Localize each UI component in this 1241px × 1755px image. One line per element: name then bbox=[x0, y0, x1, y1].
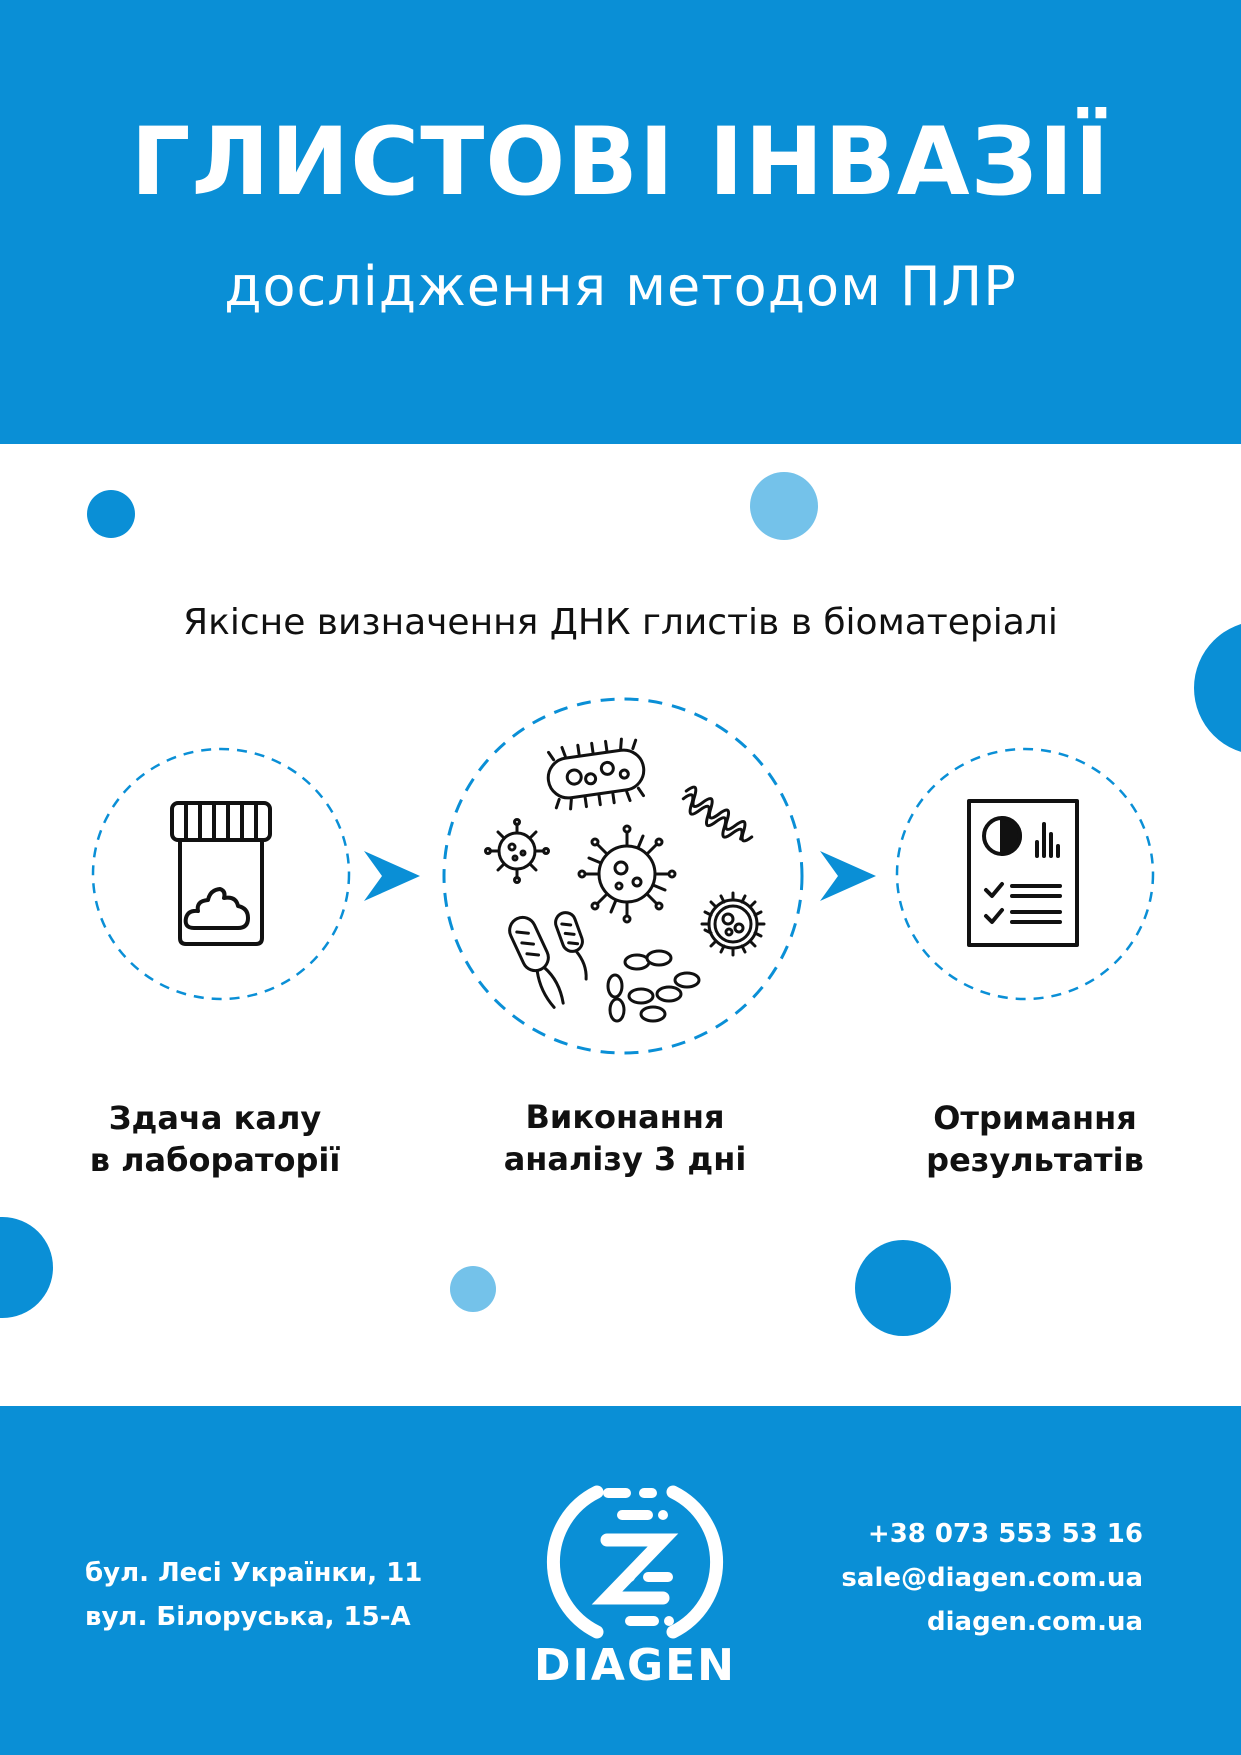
diagen-logo-icon bbox=[535, 1476, 735, 1646]
decor-dot bbox=[450, 1266, 496, 1312]
footer bbox=[0, 1406, 1241, 1755]
page-subtitle: дослідження методом ПЛР bbox=[224, 255, 1017, 318]
stool-sample-jar-icon bbox=[172, 803, 270, 944]
report-document-icon bbox=[969, 801, 1077, 945]
step-2-circle bbox=[441, 696, 805, 1056]
logo-text: DIAGEN bbox=[534, 1640, 736, 1691]
arrow-right-icon bbox=[362, 849, 422, 903]
website-link[interactable]: diagen.com.ua bbox=[927, 1607, 1143, 1637]
header-banner bbox=[0, 0, 1241, 444]
step-1-circle bbox=[90, 746, 352, 1002]
tagline: Якісне визначення ДНК глистів в біоматеріалі bbox=[183, 602, 1058, 643]
step-2-label: Виконання аналізу 3 дні bbox=[503, 1098, 747, 1178]
decor-dot bbox=[750, 472, 818, 540]
phone-link[interactable]: +38 073 553 53 16 bbox=[867, 1519, 1143, 1549]
email-link[interactable]: sale@diagen.com.ua bbox=[841, 1563, 1143, 1593]
address-2: вул. Білоруська, 15-А bbox=[85, 1602, 411, 1632]
page-title: ГЛИСТОВІ ІНВАЗІЇ bbox=[130, 108, 1111, 217]
step-3-circle bbox=[894, 746, 1156, 1002]
decor-dot bbox=[87, 490, 135, 538]
microorganisms-icon bbox=[486, 737, 765, 1021]
arrow-right-icon bbox=[818, 849, 878, 903]
step-3-label: Отримання результатів bbox=[926, 1099, 1144, 1179]
decor-dot bbox=[0, 1217, 53, 1318]
step-1-label: Здача калу в лабораторії bbox=[89, 1099, 341, 1179]
address-1: бул. Лесі Українки, 11 bbox=[85, 1558, 423, 1588]
decor-dot bbox=[855, 1240, 951, 1336]
